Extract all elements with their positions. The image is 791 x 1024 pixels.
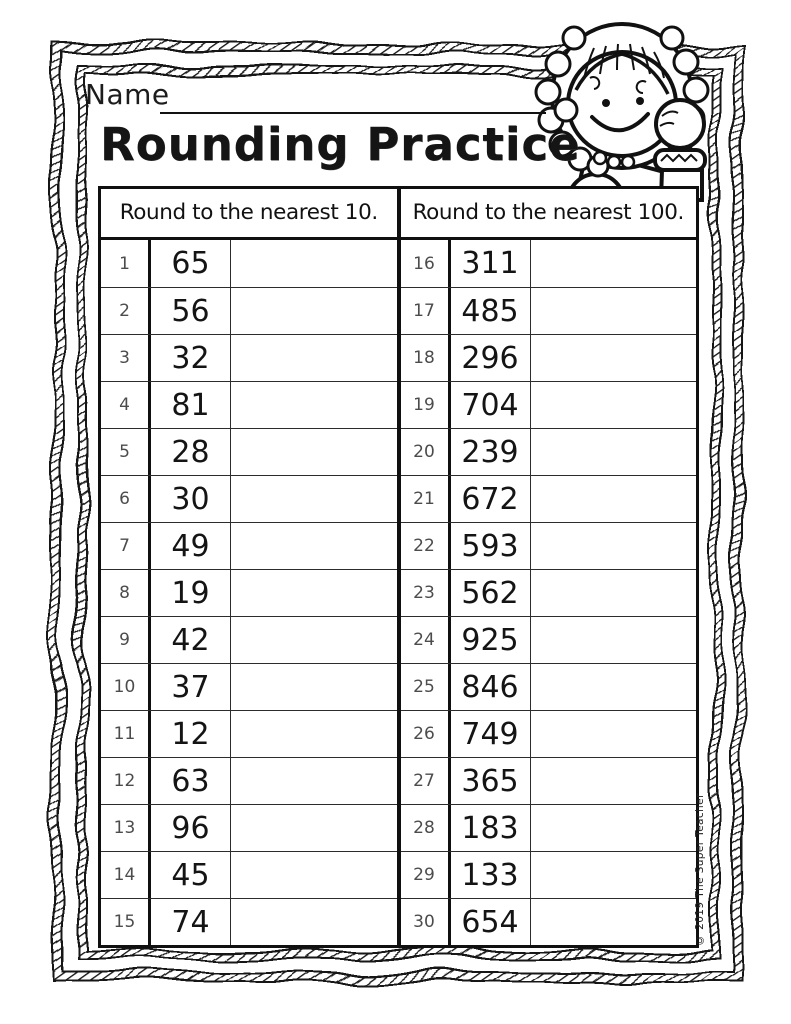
problem-number: 15 xyxy=(101,899,151,945)
answer-blank xyxy=(231,852,397,898)
table-row xyxy=(101,663,397,710)
problem-number: 17 xyxy=(401,288,451,334)
problem-number: 4 xyxy=(101,382,151,428)
problem-number: 12 xyxy=(101,758,151,804)
problem-number: 1 xyxy=(101,240,151,287)
name-label: Name xyxy=(85,78,170,111)
problem-value: 654 xyxy=(451,899,531,945)
problem-value: 12 xyxy=(151,711,231,757)
problem-value: 562 xyxy=(451,570,531,616)
nearest-10-rows xyxy=(101,240,397,945)
problem-value: 925 xyxy=(451,617,531,663)
problem-value: 45 xyxy=(151,852,231,898)
answer-blank xyxy=(531,523,697,569)
problem-number: 6 xyxy=(101,476,151,522)
problem-value: 672 xyxy=(451,476,531,522)
answer-blank xyxy=(231,899,397,945)
problem-number: 5 xyxy=(101,429,151,475)
answer-blank xyxy=(531,664,697,710)
table-row xyxy=(101,240,397,287)
problem-number: 2 xyxy=(101,288,151,334)
problem-number: 16 xyxy=(401,240,451,287)
table-row xyxy=(101,428,397,475)
table-row xyxy=(101,334,397,381)
answer-blank xyxy=(531,570,697,616)
table-row xyxy=(401,851,697,898)
problem-value: 96 xyxy=(151,805,231,851)
problems-table xyxy=(98,186,699,948)
answer-blank xyxy=(531,335,697,381)
problem-number: 10 xyxy=(101,664,151,710)
answer-blank xyxy=(531,288,697,334)
table-row xyxy=(101,898,397,945)
answer-blank xyxy=(531,429,697,475)
problem-value: 37 xyxy=(151,664,231,710)
table-row xyxy=(401,381,697,428)
answer-blank xyxy=(531,899,697,945)
problem-value: 704 xyxy=(451,382,531,428)
problem-number: 7 xyxy=(101,523,151,569)
answer-blank xyxy=(231,476,397,522)
page-title: Rounding Practice xyxy=(100,118,581,171)
table-row xyxy=(401,569,697,616)
problem-value: 311 xyxy=(451,240,531,287)
problem-value: 19 xyxy=(151,570,231,616)
table-row xyxy=(401,522,697,569)
table-row xyxy=(401,616,697,663)
nearest-10-header: Round to the nearest 10. xyxy=(101,189,397,240)
table-row xyxy=(101,710,397,757)
problem-value: 239 xyxy=(451,429,531,475)
problem-value: 296 xyxy=(451,335,531,381)
answer-blank xyxy=(531,476,697,522)
table-row xyxy=(101,475,397,522)
problem-number: 14 xyxy=(101,852,151,898)
copyright-text: © 2019 The Super Teacher xyxy=(694,793,706,946)
table-row xyxy=(101,757,397,804)
problem-number: 27 xyxy=(401,758,451,804)
problem-value: 65 xyxy=(151,240,231,287)
table-row xyxy=(401,663,697,710)
table-row xyxy=(101,381,397,428)
nearest-10-section xyxy=(101,189,401,945)
table-row xyxy=(401,287,697,334)
answer-blank xyxy=(531,852,697,898)
problem-number: 3 xyxy=(101,335,151,381)
table-row xyxy=(401,804,697,851)
problem-value: 133 xyxy=(451,852,531,898)
problem-value: 42 xyxy=(151,617,231,663)
nearest-100-rows xyxy=(401,240,697,945)
problem-value: 49 xyxy=(151,523,231,569)
problem-number: 25 xyxy=(401,664,451,710)
name-blank-line xyxy=(160,112,546,114)
problem-number: 26 xyxy=(401,711,451,757)
problem-number: 28 xyxy=(401,805,451,851)
table-row xyxy=(101,287,397,334)
table-row xyxy=(101,851,397,898)
problem-value: 365 xyxy=(451,758,531,804)
problem-value: 28 xyxy=(151,429,231,475)
answer-blank xyxy=(231,382,397,428)
problem-number: 19 xyxy=(401,382,451,428)
problem-number: 24 xyxy=(401,617,451,663)
problem-number: 30 xyxy=(401,899,451,945)
answer-blank xyxy=(231,570,397,616)
problem-value: 593 xyxy=(451,523,531,569)
problem-number: 13 xyxy=(101,805,151,851)
problem-number: 9 xyxy=(101,617,151,663)
answer-blank xyxy=(231,664,397,710)
problem-value: 30 xyxy=(151,476,231,522)
answer-blank xyxy=(531,617,697,663)
answer-blank xyxy=(231,523,397,569)
nearest-100-header: Round to the nearest 100. xyxy=(401,189,697,240)
problem-number: 22 xyxy=(401,523,451,569)
table-row xyxy=(401,898,697,945)
answer-blank xyxy=(231,240,397,287)
answer-blank xyxy=(231,758,397,804)
answer-blank xyxy=(231,335,397,381)
answer-blank xyxy=(531,240,697,287)
answer-blank xyxy=(231,711,397,757)
problem-number: 18 xyxy=(401,335,451,381)
answer-blank xyxy=(531,758,697,804)
problem-number: 21 xyxy=(401,476,451,522)
table-row xyxy=(401,710,697,757)
table-row xyxy=(401,757,697,804)
table-row xyxy=(101,804,397,851)
problem-value: 32 xyxy=(151,335,231,381)
table-row xyxy=(401,428,697,475)
answer-blank xyxy=(531,382,697,428)
problem-value: 74 xyxy=(151,899,231,945)
answer-blank xyxy=(231,617,397,663)
problem-value: 56 xyxy=(151,288,231,334)
answer-blank xyxy=(531,711,697,757)
problem-value: 63 xyxy=(151,758,231,804)
answer-blank xyxy=(231,805,397,851)
answer-blank xyxy=(231,288,397,334)
table-row xyxy=(401,240,697,287)
table-row xyxy=(101,569,397,616)
nearest-100-section xyxy=(401,189,697,945)
table-row xyxy=(401,334,697,381)
answer-blank xyxy=(531,805,697,851)
answer-blank xyxy=(231,429,397,475)
problem-number: 8 xyxy=(101,570,151,616)
problem-number: 11 xyxy=(101,711,151,757)
problem-value: 846 xyxy=(451,664,531,710)
problem-number: 29 xyxy=(401,852,451,898)
problem-value: 183 xyxy=(451,805,531,851)
problem-value: 749 xyxy=(451,711,531,757)
table-row xyxy=(101,522,397,569)
problem-number: 20 xyxy=(401,429,451,475)
table-row xyxy=(401,475,697,522)
problem-value: 81 xyxy=(151,382,231,428)
problem-value: 485 xyxy=(451,288,531,334)
problem-number: 23 xyxy=(401,570,451,616)
table-row xyxy=(101,616,397,663)
